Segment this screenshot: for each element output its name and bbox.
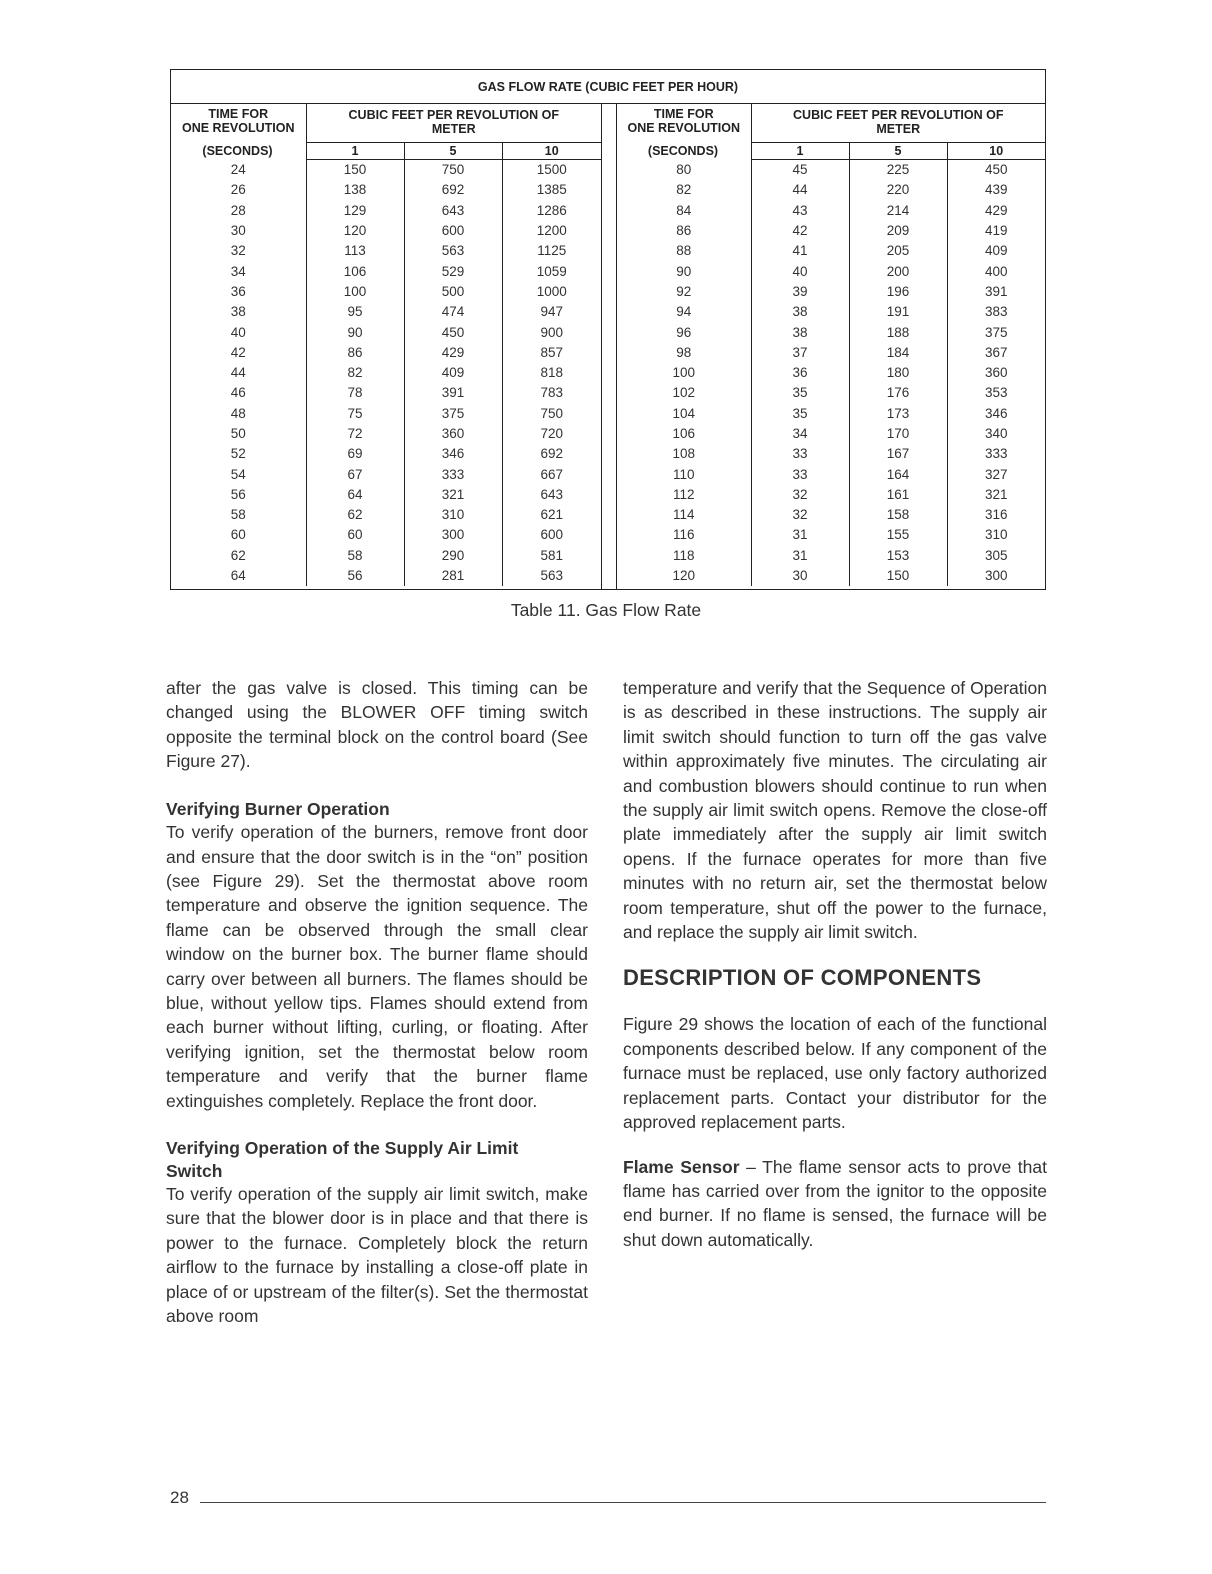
page-number: 28 (170, 1488, 189, 1507)
subheader-1: 1 (751, 143, 849, 160)
limit-switch-heading: Verifying Operation of the Supply Air Limit Switch (166, 1138, 519, 1181)
cell-1-cuft: 58 (306, 546, 404, 566)
cell-1-cuft: 34 (751, 424, 849, 444)
cell-10-cuft: 327 (984, 466, 1008, 482)
table-divider (601, 104, 617, 589)
cell-seconds: 60 (171, 525, 306, 545)
cell-1-cuft: 38 (751, 322, 849, 342)
footer-rule (200, 1502, 1046, 1503)
cell-seconds: 34 (171, 261, 306, 281)
cell-seconds: 54 (171, 464, 306, 484)
header-line: ONE REVOLUTION (181, 121, 295, 135)
cell-5-cuft: 692 (404, 180, 502, 200)
table-row (171, 525, 601, 545)
cell-1-cuft: 40 (751, 261, 849, 281)
table-caption: Table 11. Gas Flow Rate (510, 600, 702, 620)
table-row (171, 302, 601, 322)
cell-10-cuft: 1286 (536, 202, 567, 218)
limit-switch-paragraph: To verify operation of the supply air limit switch, make sure that the blower door is in place and that there is power to the furnace. Completely block the return airflow to the furnace by installing a close-off plate in place of or upstream of the filter(s). Set the thermostat above room (166, 1184, 588, 1327)
cell-10-cuft: 947 (540, 304, 564, 320)
cell-5-cuft: 225 (849, 160, 947, 181)
cell-1-cuft: 100 (306, 282, 404, 302)
cell-1-cuft: 120 (306, 221, 404, 241)
cell-10-cuft: 563 (540, 568, 564, 584)
cell-5-cuft: 643 (404, 201, 502, 221)
cell-seconds: 116 (617, 525, 751, 545)
table-row (617, 322, 1045, 342)
header-seconds-right: (SECONDS) (647, 144, 719, 158)
table-row (171, 424, 601, 444)
cell-10-cuft: 1385 (536, 182, 567, 198)
table-row (617, 566, 1045, 586)
cell-1-cuft: 138 (306, 180, 404, 200)
cell-5-cuft: 150 (849, 566, 947, 586)
cell-10-cuft: 1500 (536, 162, 567, 178)
cell-5-cuft: 450 (404, 322, 502, 342)
right-text-column (623, 676, 1047, 1252)
cell-10-cuft: 360 (984, 365, 1008, 381)
cell-seconds: 46 (171, 383, 306, 403)
cell-5-cuft: 200 (849, 261, 947, 281)
limit-switch-continued-paragraph: temperature and verify that the Sequence of Operation is as described in these instructions. The supply air limit switch should function to turn off the gas valve within approximately five minutes. The circulating air and combustion blowers should continue to run when the supply air limit switch opens. Remove the close-off plate immediately after the supply air limit switch opens. If the furnace operates for more than five minutes with no return air, set the thermostat below room temperature, shut off the power to the furnace, and replace the supply air limit switch. (623, 678, 1047, 943)
cell-5-cuft: 214 (849, 201, 947, 221)
table-row (171, 464, 601, 484)
cell-10-cuft: 621 (540, 507, 564, 523)
cell-5-cuft: 750 (404, 160, 502, 181)
cell-5-cuft: 158 (849, 505, 947, 525)
header-line: CUBIC FEET PER REVOLUTION OF (348, 108, 559, 122)
cell-10-cuft: 300 (984, 568, 1008, 584)
cell-seconds: 104 (617, 404, 751, 424)
cell-1-cuft: 95 (306, 302, 404, 322)
cell-5-cuft: 360 (404, 424, 502, 444)
table-right (617, 104, 1045, 586)
header-line: ONE REVOLUTION (627, 121, 740, 135)
cell-1-cuft: 78 (306, 383, 404, 403)
cell-1-cuft: 32 (751, 485, 849, 505)
cell-seconds: 80 (617, 160, 751, 181)
cell-seconds: 40 (171, 322, 306, 342)
cell-seconds: 36 (171, 282, 306, 302)
cell-1-cuft: 31 (751, 525, 849, 545)
table-row (617, 261, 1045, 281)
table-left-half (171, 104, 601, 589)
cell-seconds: 92 (617, 282, 751, 302)
table-left-body (171, 160, 601, 587)
cell-10-cuft: 439 (984, 182, 1008, 198)
cell-10-cuft: 409 (984, 243, 1008, 259)
cell-1-cuft: 37 (751, 343, 849, 363)
table-row (617, 464, 1045, 484)
cell-10-cuft: 1059 (536, 263, 567, 279)
table-row (617, 343, 1045, 363)
cell-1-cuft: 31 (751, 546, 849, 566)
table-left (171, 104, 601, 586)
cell-10-cuft: 667 (540, 466, 564, 482)
table-row (617, 241, 1045, 261)
header-seconds-left: (SECONDS) (202, 144, 273, 158)
table-row (171, 485, 601, 505)
header-line: TIME FOR (208, 107, 269, 121)
cell-seconds: 82 (617, 180, 751, 200)
cell-seconds: 118 (617, 546, 751, 566)
cell-seconds: 106 (617, 424, 751, 444)
cell-5-cuft: 173 (849, 404, 947, 424)
cell-5-cuft: 529 (404, 261, 502, 281)
cell-seconds: 50 (171, 424, 306, 444)
cell-seconds: 44 (171, 363, 306, 383)
cell-1-cuft: 32 (751, 505, 849, 525)
cell-5-cuft: 300 (404, 525, 502, 545)
table-row (617, 485, 1045, 505)
subheader-1: 1 (306, 143, 404, 160)
table-row (171, 383, 601, 403)
subheader-10: 10 (502, 143, 601, 160)
cell-seconds: 86 (617, 221, 751, 241)
table-title: GAS FLOW RATE (CUBIC FEET PER HOUR) (171, 70, 1045, 104)
table-row (171, 566, 601, 586)
table-row (171, 282, 601, 302)
cell-seconds: 64 (171, 566, 306, 586)
components-section-title: DESCRIPTION OF COMPONENTS (623, 965, 982, 991)
table-row (617, 201, 1045, 221)
subheader-10: 10 (947, 143, 1045, 160)
table-row (617, 546, 1045, 566)
cell-seconds: 94 (617, 302, 751, 322)
cell-10-cuft: 643 (540, 486, 564, 502)
table-row (617, 424, 1045, 444)
cell-seconds: 120 (617, 566, 751, 586)
cell-10-cuft: 1200 (536, 223, 567, 239)
cell-10-cuft: 321 (984, 486, 1008, 502)
cell-5-cuft: 346 (404, 444, 502, 464)
cell-1-cuft: 43 (751, 201, 849, 221)
cell-10-cuft: 367 (984, 344, 1008, 360)
cell-10-cuft: 310 (984, 527, 1008, 543)
cell-seconds: 114 (617, 505, 751, 525)
cell-seconds: 88 (617, 241, 751, 261)
cell-seconds: 32 (171, 241, 306, 261)
table-row (617, 160, 1045, 181)
cell-5-cuft: 220 (849, 180, 947, 200)
cell-1-cuft: 33 (751, 444, 849, 464)
cell-1-cuft: 38 (751, 302, 849, 322)
cell-10-cuft: 429 (984, 202, 1008, 218)
table-right-half (617, 104, 1045, 589)
burner-operation-paragraph: To verify operation of the burners, remove front door and ensure that the door switch is in the “on” position (see Figure 29). Set the thermostat above room temperature and observe the ignition sequence. The flame can be observed through the small clear window on the burner box. The burner flame should carry over between all burners. The flames should be blue, without yellow tips. Flames should extend from each burner without lifting, curling, or floating. After verifying ignition, set the thermostat below room temperature and verify that the burner flame extinguishes completely. Replace the front door. (166, 822, 588, 1111)
cell-1-cuft: 42 (751, 221, 849, 241)
cell-1-cuft: 30 (751, 566, 849, 586)
cell-seconds: 102 (617, 383, 751, 403)
cell-1-cuft: 60 (306, 525, 404, 545)
cell-10-cuft: 750 (540, 405, 564, 421)
cell-10-cuft: 316 (984, 507, 1008, 523)
cell-1-cuft: 33 (751, 464, 849, 484)
cell-5-cuft: 188 (849, 322, 947, 342)
cell-10-cuft: 346 (984, 405, 1008, 421)
table-row (171, 261, 601, 281)
table-row (171, 180, 601, 200)
table-row (617, 363, 1045, 383)
table-row (617, 221, 1045, 241)
cell-1-cuft: 82 (306, 363, 404, 383)
header-cubic-feet (751, 104, 1045, 143)
table-row (171, 160, 601, 181)
cell-seconds: 110 (617, 464, 751, 484)
cell-seconds: 98 (617, 343, 751, 363)
cell-10-cuft: 857 (540, 344, 564, 360)
header-cubic-feet (306, 104, 601, 143)
cell-seconds: 58 (171, 505, 306, 525)
cell-1-cuft: 62 (306, 505, 404, 525)
cell-5-cuft: 170 (849, 424, 947, 444)
table-row (617, 282, 1045, 302)
cell-5-cuft: 290 (404, 546, 502, 566)
table-row (617, 180, 1045, 200)
flame-sensor-text: – The flame sensor acts to prove that flame has carried over from the ignitor to the opposite end burner. If no flame is sensed, the furnace will be shut down automatically. (623, 1156, 1047, 1250)
table-row (171, 343, 601, 363)
cell-10-cuft: 450 (984, 162, 1008, 178)
cell-1-cuft: 67 (306, 464, 404, 484)
cell-1-cuft: 36 (751, 363, 849, 383)
cell-5-cuft: 191 (849, 302, 947, 322)
cell-10-cuft: 340 (984, 426, 1008, 441)
intro-paragraph: after the gas valve is closed. This timing can be changed using the BLOWER OFF timing switch opposite the terminal block on the control board (See Figure 27). (166, 678, 588, 772)
cell-seconds: 84 (617, 201, 751, 221)
cell-seconds: 30 (171, 221, 306, 241)
header-line: METER (876, 122, 921, 136)
cell-1-cuft: 44 (751, 180, 849, 200)
cell-5-cuft: 391 (404, 383, 502, 403)
table-row (171, 546, 601, 566)
flame-sensor-paragraph (623, 1155, 1047, 1253)
cell-5-cuft: 184 (849, 343, 947, 363)
cell-10-cuft: 400 (984, 263, 1008, 279)
cell-5-cuft: 563 (404, 241, 502, 261)
cell-seconds: 96 (617, 322, 751, 342)
table-row (171, 444, 601, 464)
table-row (171, 221, 601, 241)
cell-1-cuft: 113 (306, 241, 404, 261)
cell-5-cuft: 321 (404, 485, 502, 505)
cell-10-cuft: 391 (984, 283, 1008, 299)
cell-10-cuft: 333 (984, 446, 1008, 462)
cell-1-cuft: 45 (751, 160, 849, 181)
cell-10-cuft: 818 (540, 365, 564, 381)
cell-1-cuft: 39 (751, 282, 849, 302)
cell-seconds: 28 (171, 201, 306, 221)
cell-seconds: 42 (171, 343, 306, 363)
cell-5-cuft: 164 (849, 464, 947, 484)
cell-5-cuft: 600 (404, 221, 502, 241)
table-row (171, 505, 601, 525)
cell-5-cuft: 205 (849, 241, 947, 261)
cell-seconds: 38 (171, 302, 306, 322)
subheader-5: 5 (404, 143, 502, 160)
cell-5-cuft: 167 (849, 444, 947, 464)
table-row (617, 444, 1045, 464)
cell-5-cuft: 209 (849, 221, 947, 241)
cell-10-cuft: 581 (540, 547, 564, 563)
cell-10-cuft: 353 (984, 385, 1008, 401)
cell-1-cuft: 56 (306, 566, 404, 586)
cell-1-cuft: 90 (306, 322, 404, 342)
cell-1-cuft: 75 (306, 404, 404, 424)
cell-10-cuft: 383 (984, 304, 1008, 320)
cell-10-cuft: 1125 (537, 243, 567, 259)
cell-5-cuft: 375 (404, 404, 502, 424)
cell-seconds: 52 (171, 444, 306, 464)
cell-5-cuft: 500 (404, 282, 502, 302)
cell-5-cuft: 429 (404, 343, 502, 363)
header-line: METER (431, 122, 476, 136)
cell-5-cuft: 176 (849, 383, 947, 403)
cell-1-cuft: 129 (306, 201, 404, 221)
cell-5-cuft: 310 (404, 505, 502, 525)
cell-10-cuft: 783 (540, 385, 564, 401)
cell-10-cuft: 1000 (536, 283, 567, 299)
cell-seconds: 100 (617, 363, 751, 383)
cell-seconds: 48 (171, 404, 306, 424)
cell-seconds: 90 (617, 261, 751, 281)
cell-5-cuft: 333 (404, 464, 502, 484)
cell-5-cuft: 409 (404, 363, 502, 383)
table-row (171, 404, 601, 424)
cell-5-cuft: 196 (849, 282, 947, 302)
subheader-5: 5 (849, 143, 947, 160)
table-row (171, 201, 601, 221)
table-row (617, 383, 1045, 403)
cell-1-cuft: 150 (306, 160, 404, 181)
cell-5-cuft: 161 (849, 485, 947, 505)
cell-10-cuft: 419 (984, 223, 1008, 239)
cell-10-cuft: 692 (540, 446, 564, 462)
cell-1-cuft: 106 (306, 261, 404, 281)
left-text-column (166, 676, 588, 1328)
header-line: CUBIC FEET PER REVOLUTION OF (793, 108, 1004, 122)
cell-1-cuft: 41 (751, 241, 849, 261)
table-right-body (617, 160, 1045, 587)
flame-sensor-label: Flame Sensor (623, 1156, 740, 1177)
cell-seconds: 108 (617, 444, 751, 464)
cell-5-cuft: 153 (849, 546, 947, 566)
header-line: TIME FOR (653, 107, 714, 121)
cell-seconds: 62 (171, 546, 306, 566)
cell-10-cuft: 720 (540, 426, 564, 441)
cell-10-cuft: 375 (984, 324, 1008, 340)
cell-seconds: 26 (171, 180, 306, 200)
cell-10-cuft: 900 (540, 324, 564, 340)
cell-10-cuft: 305 (984, 547, 1008, 563)
table-row (617, 505, 1045, 525)
cell-seconds: 112 (617, 485, 751, 505)
cell-5-cuft: 281 (404, 566, 502, 586)
components-paragraph: Figure 29 shows the location of each of the functional components described below. If any component of the furnace must be replaced, use only factory authorized replacement parts. Contact your distributor for the approved replacement parts. (623, 1014, 1047, 1133)
table-row (617, 302, 1045, 322)
cell-seconds: 24 (171, 160, 306, 181)
table-row (617, 404, 1045, 424)
cell-10-cuft: 600 (540, 527, 564, 543)
table-row (617, 525, 1045, 545)
cell-1-cuft: 35 (751, 383, 849, 403)
cell-1-cuft: 72 (306, 424, 404, 444)
cell-5-cuft: 155 (849, 525, 947, 545)
cell-1-cuft: 35 (751, 404, 849, 424)
cell-seconds: 56 (171, 485, 306, 505)
cell-1-cuft: 64 (306, 485, 404, 505)
cell-1-cuft: 86 (306, 343, 404, 363)
table-row (171, 322, 601, 342)
cell-5-cuft: 180 (849, 363, 947, 383)
table-row (171, 241, 601, 261)
table-row (171, 363, 601, 383)
burner-operation-heading: Verifying Burner Operation (166, 798, 390, 819)
cell-5-cuft: 474 (404, 302, 502, 322)
cell-1-cuft: 69 (306, 444, 404, 464)
